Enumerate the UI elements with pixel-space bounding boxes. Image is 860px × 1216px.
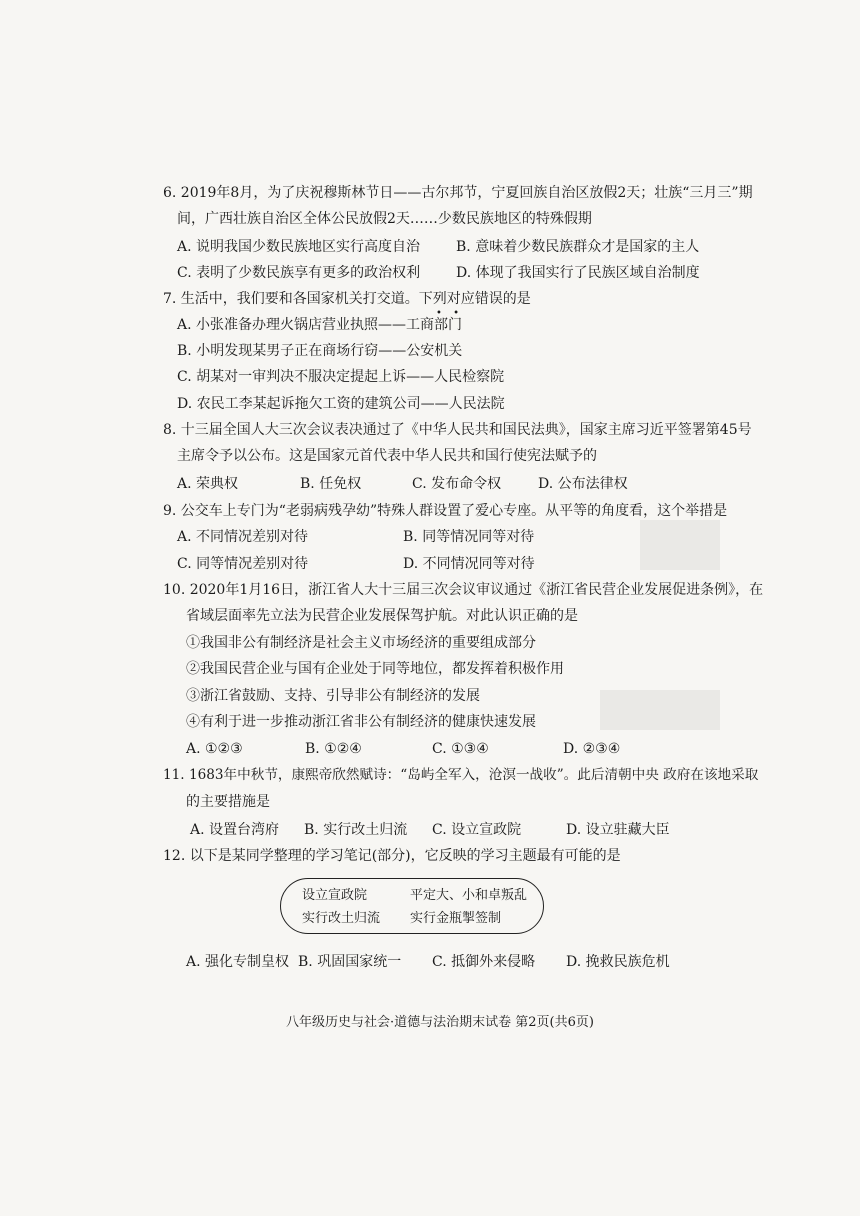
- q10-statement-2: ②我国民营企业与国有企业处于同等地位，都发挥着积极作用: [186, 661, 564, 677]
- page-footer: 八年级历史与社会·道德与法治期末试卷 第2页(共6页): [286, 1015, 594, 1030]
- q12-stem: 12. 以下是某同学整理的学习笔记(部分)，它反映的学习主题最有可能的是: [163, 848, 621, 864]
- q11-stem-line2: 的主要措施是: [186, 794, 270, 810]
- q9-option-c: C. 同等情况差别对待: [177, 556, 309, 572]
- q7-option-a: A. 小张准备办理火锅店营业执照——工商部门: [177, 317, 463, 333]
- q11-option-d: D. 设立驻藏大臣: [566, 822, 670, 838]
- q9-option-b: B. 同等情况同等对待: [403, 529, 535, 545]
- q8-option-a: A. 荣典权: [177, 476, 239, 492]
- scan-smudge: [600, 690, 720, 730]
- q10-option-b: B. ①②④: [305, 741, 362, 757]
- q11-option-c: C. 设立宣政院: [432, 822, 522, 838]
- q11-stem-line1: 11. 1683年中秋节，康熙帝欣然赋诗：“岛屿全军入，沧溟一战收”。此后清朝中央 政府在该地采取: [163, 767, 759, 783]
- q8-stem-line2: 主席令予以公布。这是国家元首代表中华人民共和国行使宪法赋予的: [177, 448, 597, 464]
- q8-stem-line1: 8. 十三届全国人大三次会议表决通过了《中华人民共和国民法典》，国家主席习近平签署第45号: [163, 422, 752, 438]
- q11-option-b: B. 实行改土归流: [304, 822, 408, 838]
- q6-option-d: D. 体现了我国实行了民族区域自治制度: [456, 265, 700, 281]
- note-gaitu-guiliu: 实行改土归流: [302, 911, 381, 926]
- q10-option-d: D. ②③④: [563, 741, 621, 757]
- q6-stem-line2: 间，广西壮族自治区全体公民放假2天……少数民族地区的特殊假期: [177, 211, 592, 227]
- q10-stem-line1: 10. 2020年1月16日，浙江省人大十三届三次会议审议通过《浙江省民营企业发展促进条例》，在: [163, 582, 764, 598]
- q7-stem: 7. 生活中，我们要和各国家机关打交道。下列对应错误的是: [163, 291, 531, 307]
- q12-option-d: D. 挽救民族危机: [566, 954, 670, 970]
- q10-option-c: C. ①③④: [432, 741, 489, 757]
- q6-stem-line1: 6. 2019年8月，为了庆祝穆斯林节日——古尔邦节，宁夏回族自治区放假2天；壮族“三月三”期: [163, 185, 753, 201]
- q9-stem: 9. 公交车上专门为“老弱病残孕幼”特殊人群设置了爱心专座。从平等的角度看，这个举措是: [163, 503, 728, 519]
- q10-statement-3: ③浙江省鼓励、支持、引导非公有制经济的发展: [186, 688, 480, 704]
- note-pingding-panluan: 平定大、小和卓叛乱: [410, 888, 528, 903]
- q6-option-b: B. 意味着少数民族群众才是国家的主人: [456, 239, 700, 255]
- q9-option-d: D. 不同情况同等对待: [403, 556, 535, 572]
- q7-option-d: D. 农民工李某起诉拖欠工资的建筑公司——人民法院: [177, 396, 505, 412]
- q9-option-a: A. 不同情况差别对待: [177, 529, 309, 545]
- q6-option-c: C. 表明了少数民族享有更多的政治权利: [177, 265, 421, 281]
- note-jinping-cheqian: 实行金瓶掣签制: [410, 911, 502, 926]
- q10-statement-1: ①我国非公有制经济是社会主义市场经济的重要组成部分: [186, 635, 536, 651]
- q7-option-b: B. 小明发现某男子正在商场行窃——公安机关: [177, 343, 463, 359]
- q8-option-b: B. 任免权: [300, 476, 362, 492]
- scan-smudge: [640, 520, 720, 570]
- q12-option-a: A. 强化专制皇权: [186, 954, 290, 970]
- emphasis-dots: • •: [436, 308, 463, 319]
- q6-option-a: A. 说明我国少数民族地区实行高度自治: [177, 239, 421, 255]
- q11-option-a: A. 设置台湾府: [190, 822, 280, 838]
- q10-option-a: A. ①②③: [186, 741, 243, 757]
- q8-option-d: D. 公布法律权: [538, 476, 628, 492]
- q12-option-b: B. 巩固国家统一: [298, 954, 402, 970]
- q7-option-c: C. 胡某对一审判决不服决定提起上诉——人民检察院: [177, 369, 505, 385]
- q10-statement-4: ④有利于进一步推动浙江省非公有制经济的健康快速发展: [186, 714, 536, 730]
- q12-option-c: C. 抵御外来侵略: [432, 954, 536, 970]
- q8-option-c: C. 发布命令权: [412, 476, 502, 492]
- q10-stem-line2: 省域层面率先立法为民营企业发展保驾护航。对此认识正确的是: [186, 608, 578, 624]
- note-xuanzhengyuan: 设立宣政院: [302, 888, 368, 903]
